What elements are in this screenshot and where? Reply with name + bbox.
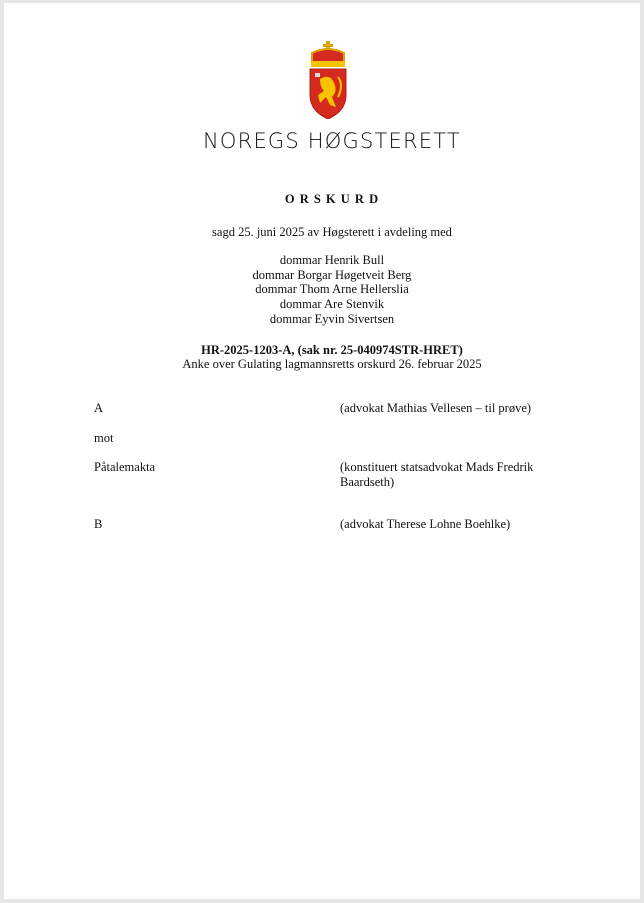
party-name: Påtalemakta [94, 460, 156, 474]
document-page [4, 3, 640, 899]
judge: dommar Henrik Bull [279, 253, 385, 267]
party-counsel: (konstituert statsadvokat Mads Fredrik Baardseth) [340, 460, 534, 489]
judge: dommar Thom Arne Hellerslia [255, 282, 409, 297]
document-title: O R S K U R D [284, 192, 380, 206]
party-counsel: (advokat Therese Lohne Boehlke) [340, 517, 511, 531]
judges-list [4, 253, 644, 327]
coat-of-arms-logo [304, 39, 352, 119]
judge: dommar Borgar Høgetveit Berg [252, 267, 412, 282]
party-counsel: (advokat Mathias Vellesen – til prøve) [340, 401, 532, 415]
judge: dommar Eyvin Sivertsen [269, 311, 395, 326]
judge: dommar Are Stenvik [279, 297, 385, 312]
court-name: NOREGS HØGSTERETT [203, 129, 461, 153]
party-name: B [94, 517, 103, 531]
appeal-text: Anke over Gulating lagmannsretts orskurd 26. februar 2025 [182, 357, 482, 371]
intro-text: sagd 25. juni 2025 av Høgsterett i avdeling med [212, 225, 452, 239]
party-separator: mot [94, 431, 114, 445]
case-number: HR-2025-1203-A, (sak nr. 25-040974STR-HRET) [201, 343, 463, 357]
party-name: A [94, 401, 104, 415]
